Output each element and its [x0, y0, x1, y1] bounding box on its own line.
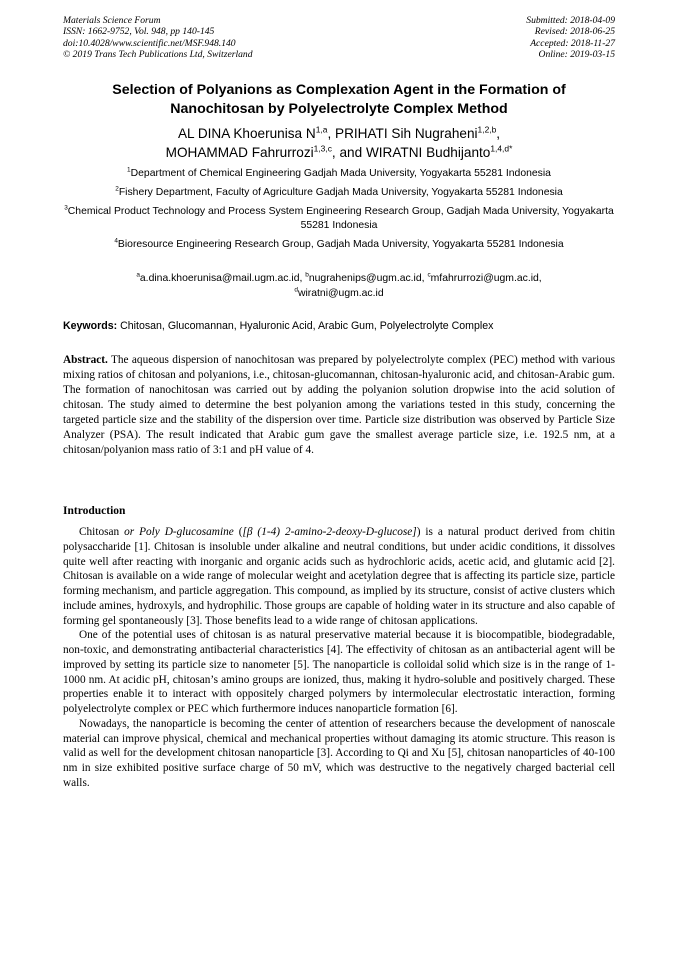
affiliation-text: Department of Chemical Engineering Gadjah Mada University, Yogyakarta 55281 Indonesia — [130, 168, 551, 179]
author-sup: 1,a — [315, 124, 328, 135]
affiliation-text: Bioresource Engineering Research Group, Gadjah Mada University, Yogyakarta 55281 Indonesia — [117, 239, 564, 251]
journal-info — [63, 15, 253, 60]
author-sup: 1,4,d* — [490, 143, 513, 154]
title-line-2: Nanochitosan by Polyelectrolyte Complex Method — [170, 100, 508, 117]
affiliation — [63, 238, 615, 253]
keywords-text: Chitosan, Glucomannan, Hyaluronic Acid, Arabic Gum, Polyelectrolyte Complex — [117, 320, 494, 332]
paragraph-2: One of the potential uses of chitosan is as natural preservative material because it is biocompatible, biodegradable, non-toxic, and demonstrating antibacterial characteristics [4]. The effectivity of chitosan as an antibacterial agent will be improved by setting its particle size to nanometer [5]. The nanoparticle is colloidal solid which size is in the range of 1-1000 nm. At acidic pH, chitosan’s amino groups are ionized, thus, making it hydro-soluble and positively charged. These properties enable it to interact with oppositely charged polymers by intermolecular electrostatic interaction, forming polyelectrolyte complex or PEC which furthermore induces nanoparticle formation [6]. — [63, 629, 615, 715]
affiliation-text: Fishery Department, Faculty of Agriculture Gadjah Mada University, Yogyakarta 55281 Indonesia — [118, 186, 563, 198]
keywords-label: Keywords: — [63, 320, 118, 332]
email-link[interactable]: nugrahenips@ugm.ac.id — [308, 273, 422, 284]
copyright-line: © 2019 Trans Tech Publications Ltd, Switzerland — [63, 48, 253, 60]
submitted-date: Submitted: 2018-04-09 — [526, 15, 615, 26]
email-sup: c — [427, 271, 431, 279]
author-line-1 — [63, 124, 615, 143]
affiliation-sup: 4 — [114, 237, 118, 245]
author-line-2 — [63, 143, 615, 162]
affiliation — [63, 205, 615, 235]
p1-rest: ) is a natural product derived from chitin polysaccharide [1]. Chitosan is insoluble under alkaline and neutral conditions, but under acidic conditions, it dissolves quite well after reacting with inorganic and organic acids such as hydrochloric acids, acetic acid, and glutamic acid [2]. Chitosan is available on a wide range of molecular weight and acetylation degree that is affecting its particle size, particle forming mechanism, and particle aggregation. This compound, as implied by its structure, consist of active clusters which include amines, hydroxyls, and hydrophilic. Those groups are capable of holding water in its structure and also capable of forming gel spontaneously [3]. Those benefits lead to a wide range of chitosan applications. — [63, 526, 615, 627]
paragraph-1 — [63, 525, 615, 628]
affiliation — [63, 186, 615, 201]
email-line-2 — [63, 286, 615, 301]
affiliations — [63, 167, 615, 257]
title-line-1: Selection of Polyanions as Complexation Agent in the Formation of — [112, 82, 566, 98]
email-link[interactable]: wiratni@ugm.ac.id — [297, 288, 384, 299]
author-sep: , — [496, 126, 501, 141]
revised-date: Revised: 2018-06-25 — [534, 26, 615, 38]
author-list — [63, 124, 615, 162]
author-sep: , and — [331, 145, 366, 160]
author-sup: 1,2,b — [477, 124, 497, 135]
journal-name: Materials Science Forum — [63, 15, 161, 26]
affiliation-sup: 2 — [115, 185, 119, 193]
author-name: PRIHATI Sih Nugraheni — [335, 126, 478, 141]
author-name: AL DINA Khoerunisa N — [177, 126, 316, 141]
section-heading-introduction: Introduction — [63, 505, 126, 517]
introduction-body — [63, 525, 615, 791]
abstract — [63, 353, 615, 458]
email-link[interactable]: mfahrurrozi@ugm.ac.id — [430, 273, 539, 284]
abstract-label: Abstract. — [63, 354, 108, 366]
affiliation — [63, 167, 615, 182]
author-name: MOHAMMAD Fahrurrozi — [165, 145, 314, 160]
author-sep: , — [327, 126, 335, 141]
email-sup: a — [136, 271, 140, 279]
email-sup: d — [294, 286, 298, 294]
paper-title — [63, 81, 615, 118]
email-link[interactable]: a.dina.khoerunisa@mail.ugm.ac.id — [139, 273, 300, 284]
email-list — [63, 271, 615, 301]
author-sup: 1,3,c — [313, 143, 332, 154]
p1-italic-1: or Poly D-glucosamine — [124, 526, 234, 538]
doi-line: doi:10.4028/www.scientific.net/MSF.948.140 — [63, 37, 236, 49]
email-sep: , — [421, 273, 428, 284]
online-date: Online: 2019-03-15 — [538, 48, 615, 60]
email-sep: , — [538, 273, 542, 284]
affiliation-sup: 3 — [64, 204, 68, 212]
p1-start: Chitosan — [79, 526, 125, 538]
accepted-date: Accepted: 2018-11-27 — [530, 37, 615, 49]
keywords — [63, 319, 615, 333]
author-name: WIRATNI Budhijanto — [365, 145, 491, 160]
abstract-text: The aqueous dispersion of nanochitosan was prepared by polyelectrolyte complex (PEC) method with various mixing ratios of chitosan and polyanions, i.e., chitosan-glucomannan, chitosan-hyaluronic acid, and chitosan-Arabic gum. The formation of nanochitosan was carried out by adding the polyanion solution dropwise into the acid solution of chitosan. The study aimed to determine the best polyanion among the variations tested in this study, concerning the targeted particle size and the stability of the dispersion over time. Particle size distribution was observed by Particle Size Analyzer (PSA). The result indicated that Arabic gum gave the smallest average particle size, i.e. 192.5 nm, at a chitosan/polyanion mass ratio of 3:1 and pH value of 4. — [63, 354, 615, 456]
issn-line: ISSN: 1662-9752, Vol. 948, pp 140-145 — [63, 26, 215, 38]
p1-italic-2: [β (1-4) 2-amino-2-deoxy-D-glucose] — [242, 526, 417, 538]
affiliation-text: Chemical Product Technology and Process System Engineering Research Group, Gadjah Mada University, Yogyakarta 55281 Indonesia — [67, 205, 614, 232]
paragraph-3: Nowadays, the nanoparticle is becoming the center of attention of researchers because the development of nanoscale material can improve physical, chemical and mechanical properties without damaging its atomic structure. This reason is valid as well for the development chitosan nanoparticle [3]. According to Qi and Xu [5], chitosan nanoparticles of 40-100 nm in size exhibited positive surface charge of 50 mV, which was destructive to the negatively charged bacterial cell walls. — [63, 717, 615, 789]
email-sup: b — [305, 271, 309, 279]
dates-info — [526, 15, 615, 60]
p1-mid: ( — [233, 526, 243, 538]
email-sep: , — [299, 273, 306, 284]
affiliation-sup: 1 — [127, 166, 131, 174]
email-line-1 — [63, 271, 615, 286]
